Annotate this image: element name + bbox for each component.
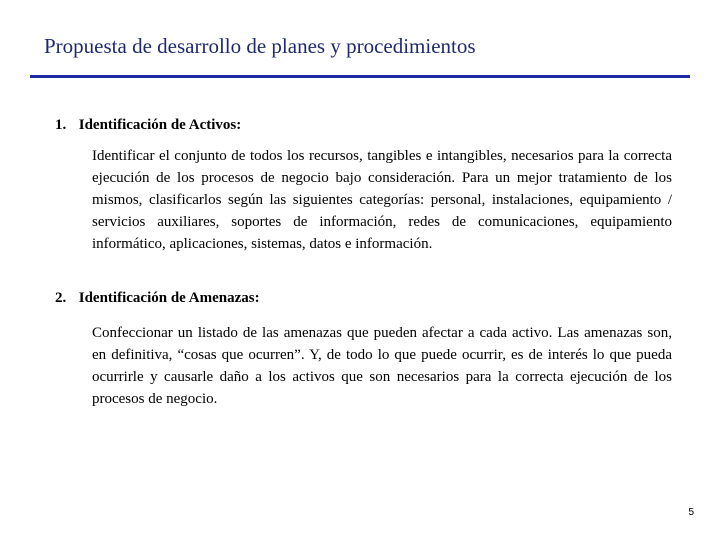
slide-title: Propuesta de desarrollo de planes y procedimientos xyxy=(44,34,476,58)
section-body: Identificar el conjunto de todos los recursos, tangibles e intangibles, necesarios para la correcta ejecución de los procesos de negocio bajo consideración. Para un mejor tratamiento de los mismos, clasificarlos según las siguientes categorías: personal, instalaciones, equipamiento / servicios auxiliares, soportes de información, redes de comunicaciones, equipamiento informático, aplicaciones, sistemas, datos e información. xyxy=(92,148,672,252)
section-number: 1. xyxy=(55,117,67,133)
title-divider xyxy=(30,75,690,78)
section-asset-identification xyxy=(55,117,675,255)
section-heading-text: Identificación de Amenazas: xyxy=(78,290,260,306)
section-heading-text: Identificación de Activos: xyxy=(78,117,242,133)
section-number: 2. xyxy=(55,290,67,306)
section-heading xyxy=(55,117,675,134)
section-threat-identification xyxy=(55,290,675,410)
section-heading xyxy=(55,290,675,307)
section-body: Confeccionar un listado de las amenazas que pueden afectar a cada activo. Las amenazas son, en definitiva, “cosas que ocurren”. Y, de todo lo que puede ocurrir, es de interés lo que pueda ocurrirle y causarle daño a los activos que son necesarios para la correcta ejecución de los procesos de negocio. xyxy=(92,325,672,407)
page-number: 5 xyxy=(688,507,694,518)
